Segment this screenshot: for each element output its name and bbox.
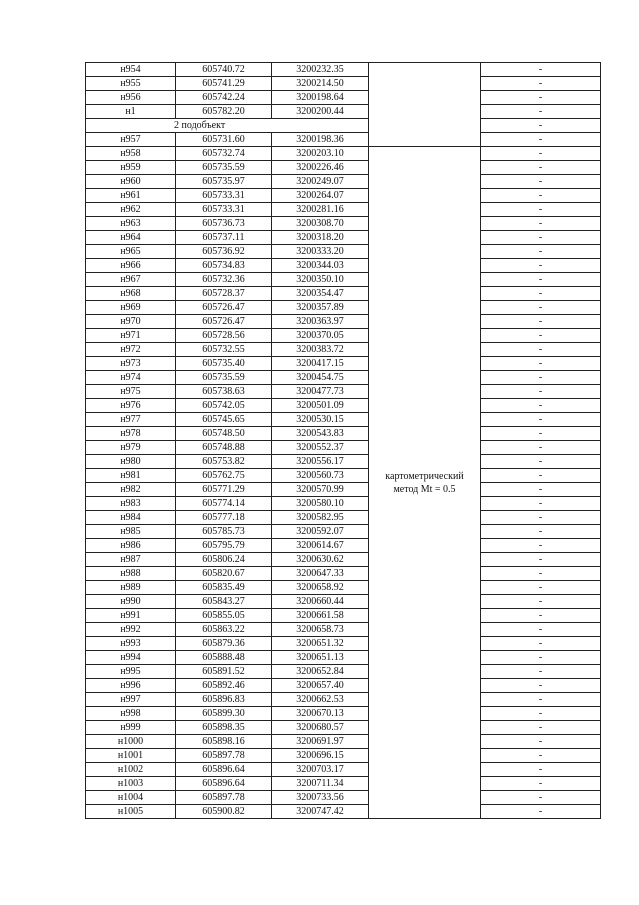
y-coordinate: 3200630.62 [272,553,369,567]
accuracy-dash: - [481,315,601,329]
x-coordinate: 605732.36 [176,273,272,287]
accuracy-dash: - [481,497,601,511]
x-coordinate: 605735.40 [176,357,272,371]
point-id: н965 [86,245,176,259]
table-row [86,427,601,441]
accuracy-dash: - [481,203,601,217]
y-coordinate: 3200696.15 [272,749,369,763]
accuracy-dash: - [481,399,601,413]
x-coordinate: 605735.59 [176,371,272,385]
accuracy-dash: - [481,161,601,175]
y-coordinate: 3200363.97 [272,315,369,329]
point-id: н988 [86,567,176,581]
x-coordinate: 605782.20 [176,105,272,119]
point-id: н992 [86,623,176,637]
table-row [86,623,601,637]
accuracy-dash: - [481,525,601,539]
x-coordinate: 605785.73 [176,525,272,539]
point-id: н987 [86,553,176,567]
accuracy-dash: - [481,77,601,91]
point-id: н990 [86,595,176,609]
x-coordinate: 605899.30 [176,707,272,721]
point-id: н1000 [86,735,176,749]
x-coordinate: 605735.97 [176,175,272,189]
y-coordinate: 3200354.47 [272,287,369,301]
accuracy-dash: - [481,343,601,357]
point-id: н1 [86,105,176,119]
point-id: н999 [86,721,176,735]
accuracy-dash: - [481,735,601,749]
table-row [86,329,601,343]
point-id: н959 [86,161,176,175]
accuracy-dash: - [481,637,601,651]
table-row [86,483,601,497]
x-coordinate: 605753.82 [176,455,272,469]
x-coordinate: 605736.92 [176,245,272,259]
y-coordinate: 3200592.07 [272,525,369,539]
subobject-label: 2 подобъект [86,119,369,133]
y-coordinate: 3200198.36 [272,133,369,147]
table-row [86,749,601,763]
accuracy-dash: - [481,231,601,245]
y-coordinate: 3200226.46 [272,161,369,175]
y-coordinate: 3200660.44 [272,595,369,609]
accuracy-dash: - [481,693,601,707]
table-row [86,511,601,525]
x-coordinate: 605777.18 [176,511,272,525]
table-row [86,707,601,721]
table-row [86,217,601,231]
x-coordinate: 605735.59 [176,161,272,175]
table-row [86,259,601,273]
method-empty-cell [369,63,481,147]
point-id: н977 [86,413,176,427]
table-row [86,133,601,147]
accuracy-dash: - [481,91,601,105]
table-row [86,721,601,735]
y-coordinate: 3200198.64 [272,91,369,105]
x-coordinate: 605879.36 [176,637,272,651]
y-coordinate: 3200651.13 [272,651,369,665]
point-id: н994 [86,651,176,665]
y-coordinate: 3200662.53 [272,693,369,707]
accuracy-dash: - [481,609,601,623]
accuracy-dash: - [481,455,601,469]
accuracy-dash: - [481,427,601,441]
table-row [86,245,601,259]
x-coordinate: 605738.63 [176,385,272,399]
coordinate-table [85,62,601,819]
y-coordinate: 3200543.83 [272,427,369,441]
x-coordinate: 605726.47 [176,301,272,315]
point-id: н1004 [86,791,176,805]
y-coordinate: 3200580.10 [272,497,369,511]
point-id: н979 [86,441,176,455]
x-coordinate: 605748.50 [176,427,272,441]
point-id: н980 [86,455,176,469]
accuracy-dash: - [481,105,601,119]
table-row [86,525,601,539]
x-coordinate: 605732.55 [176,343,272,357]
point-id: н970 [86,315,176,329]
x-coordinate: 605888.48 [176,651,272,665]
table-row [86,637,601,651]
point-id: н984 [86,511,176,525]
point-id: н985 [86,525,176,539]
point-id: н954 [86,63,176,77]
x-coordinate: 605726.47 [176,315,272,329]
x-coordinate: 605835.49 [176,581,272,595]
point-id: н1001 [86,749,176,763]
accuracy-dash: - [481,63,601,77]
point-id: н973 [86,357,176,371]
x-coordinate: 605740.72 [176,63,272,77]
y-coordinate: 3200647.33 [272,567,369,581]
y-coordinate: 3200477.73 [272,385,369,399]
y-coordinate: 3200417.15 [272,357,369,371]
accuracy-dash: - [481,483,601,497]
table-row [86,147,601,161]
accuracy-dash: - [481,245,601,259]
x-coordinate: 605742.24 [176,91,272,105]
point-id: н991 [86,609,176,623]
y-coordinate: 3200661.58 [272,609,369,623]
x-coordinate: 605843.27 [176,595,272,609]
table-row [86,735,601,749]
x-coordinate: 605897.78 [176,749,272,763]
point-id: н966 [86,259,176,273]
accuracy-dash: - [481,119,601,133]
accuracy-dash: - [481,385,601,399]
accuracy-dash: - [481,413,601,427]
y-coordinate: 3200232.35 [272,63,369,77]
x-coordinate: 605742.05 [176,399,272,413]
x-coordinate: 605806.24 [176,553,272,567]
x-coordinate: 605897.78 [176,791,272,805]
y-coordinate: 3200657.40 [272,679,369,693]
point-id: н998 [86,707,176,721]
y-coordinate: 3200333.20 [272,245,369,259]
point-id: н1002 [86,763,176,777]
x-coordinate: 605737.11 [176,231,272,245]
point-id: н996 [86,679,176,693]
table-row [86,497,601,511]
point-id: н971 [86,329,176,343]
x-coordinate: 605731.60 [176,133,272,147]
x-coordinate: 605762.75 [176,469,272,483]
table-row [86,399,601,413]
y-coordinate: 3200651.32 [272,637,369,651]
x-coordinate: 605741.29 [176,77,272,91]
y-coordinate: 3200582.95 [272,511,369,525]
x-coordinate: 605745.65 [176,413,272,427]
table-row [86,189,601,203]
y-coordinate: 3200357.89 [272,301,369,315]
y-coordinate: 3200350.10 [272,273,369,287]
accuracy-dash: - [481,287,601,301]
method-cell [369,147,481,819]
x-coordinate: 605795.79 [176,539,272,553]
y-coordinate: 3200344.03 [272,259,369,273]
x-coordinate: 605896.83 [176,693,272,707]
y-coordinate: 3200658.73 [272,623,369,637]
y-coordinate: 3200200.44 [272,105,369,119]
point-id: н963 [86,217,176,231]
coordinate-table-sheet [85,62,600,819]
accuracy-dash: - [481,469,601,483]
y-coordinate: 3200214.50 [272,77,369,91]
point-id: н961 [86,189,176,203]
accuracy-dash: - [481,679,601,693]
table-row [86,385,601,399]
accuracy-dash: - [481,511,601,525]
table-row [86,175,601,189]
point-id: н976 [86,399,176,413]
x-coordinate: 605896.64 [176,777,272,791]
point-id: н983 [86,497,176,511]
point-id: н981 [86,469,176,483]
table-row [86,63,601,77]
accuracy-dash: - [481,329,601,343]
accuracy-dash: - [481,189,601,203]
accuracy-dash: - [481,763,601,777]
x-coordinate: 605774.14 [176,497,272,511]
point-id: н993 [86,637,176,651]
accuracy-dash: - [481,595,601,609]
accuracy-dash: - [481,707,601,721]
y-coordinate: 3200658.92 [272,581,369,595]
point-id: н967 [86,273,176,287]
point-id: н955 [86,77,176,91]
point-id: н974 [86,371,176,385]
table-row [86,273,601,287]
x-coordinate: 605728.37 [176,287,272,301]
y-coordinate: 3200670.13 [272,707,369,721]
y-coordinate: 3200370.05 [272,329,369,343]
y-coordinate: 3200570.99 [272,483,369,497]
point-id: н997 [86,693,176,707]
table-row [86,287,601,301]
accuracy-dash: - [481,441,601,455]
table-row [86,609,601,623]
point-id: н968 [86,287,176,301]
y-coordinate: 3200281.16 [272,203,369,217]
table-row [86,651,601,665]
table-row [86,581,601,595]
point-id: н962 [86,203,176,217]
point-id: н960 [86,175,176,189]
accuracy-dash: - [481,721,601,735]
y-coordinate: 3200454.75 [272,371,369,385]
accuracy-dash: - [481,791,601,805]
table-row [86,105,601,119]
x-coordinate: 605732.74 [176,147,272,161]
point-id: н958 [86,147,176,161]
table-row [86,791,601,805]
y-coordinate: 3200318.20 [272,231,369,245]
table-row [86,161,601,175]
y-coordinate: 3200711.34 [272,777,369,791]
point-id: н995 [86,665,176,679]
x-coordinate: 605728.56 [176,329,272,343]
point-id: н972 [86,343,176,357]
accuracy-dash: - [481,273,601,287]
accuracy-dash: - [481,567,601,581]
point-id: н982 [86,483,176,497]
table-row [86,371,601,385]
table-row [86,343,601,357]
table-row [86,441,601,455]
accuracy-dash: - [481,749,601,763]
table-row [86,203,601,217]
x-coordinate: 605898.35 [176,721,272,735]
x-coordinate: 605733.31 [176,189,272,203]
x-coordinate: 605892.46 [176,679,272,693]
x-coordinate: 605748.88 [176,441,272,455]
table-row [86,539,601,553]
y-coordinate: 3200501.09 [272,399,369,413]
table-row [86,469,601,483]
y-coordinate: 3200203.10 [272,147,369,161]
y-coordinate: 3200264.07 [272,189,369,203]
accuracy-dash: - [481,259,601,273]
accuracy-dash: - [481,581,601,595]
y-coordinate: 3200680.57 [272,721,369,735]
point-id: н986 [86,539,176,553]
accuracy-dash: - [481,217,601,231]
x-coordinate: 605734.83 [176,259,272,273]
y-coordinate: 3200733.56 [272,791,369,805]
y-coordinate: 3200530.15 [272,413,369,427]
point-id: н978 [86,427,176,441]
method-name: картометрический [385,470,464,482]
x-coordinate: 605820.67 [176,567,272,581]
table-row [86,91,601,105]
y-coordinate: 3200249.07 [272,175,369,189]
table-row [86,679,601,693]
accuracy-dash: - [481,651,601,665]
point-id: н975 [86,385,176,399]
y-coordinate: 3200556.17 [272,455,369,469]
accuracy-dash: - [481,301,601,315]
x-coordinate: 605898.16 [176,735,272,749]
table-row [86,595,601,609]
table-row [86,693,601,707]
accuracy-dash: - [481,175,601,189]
table-row [86,77,601,91]
table-row [86,805,601,819]
x-coordinate: 605736.73 [176,217,272,231]
table-row [86,665,601,679]
x-coordinate: 605771.29 [176,483,272,497]
table-row [86,301,601,315]
x-coordinate: 605863.22 [176,623,272,637]
table-row [86,763,601,777]
table-row [86,357,601,371]
x-coordinate: 605900.82 [176,805,272,819]
x-coordinate: 605855.05 [176,609,272,623]
accuracy-dash: - [481,623,601,637]
accuracy-dash: - [481,553,601,567]
x-coordinate: 605896.64 [176,763,272,777]
accuracy-dash: - [481,147,601,161]
y-coordinate: 3200308.70 [272,217,369,231]
table-row [86,777,601,791]
point-id: н964 [86,231,176,245]
y-coordinate: 3200652.84 [272,665,369,679]
x-coordinate: 605891.52 [176,665,272,679]
table-row [86,567,601,581]
accuracy-dash: - [481,371,601,385]
y-coordinate: 3200747.42 [272,805,369,819]
subobject-row [86,119,601,133]
point-id: н1005 [86,805,176,819]
x-coordinate: 605733.31 [176,203,272,217]
table-row [86,413,601,427]
accuracy-dash: - [481,665,601,679]
point-id: н969 [86,301,176,315]
method-accuracy: метод Mt = 0.5 [393,483,456,495]
y-coordinate: 3200614.67 [272,539,369,553]
table-row [86,455,601,469]
y-coordinate: 3200560.73 [272,469,369,483]
point-id: н989 [86,581,176,595]
accuracy-dash: - [481,539,601,553]
y-coordinate: 3200703.17 [272,763,369,777]
accuracy-dash: - [481,805,601,819]
point-id: н1003 [86,777,176,791]
table-row [86,231,601,245]
point-id: н957 [86,133,176,147]
point-id: н956 [86,91,176,105]
table-row [86,315,601,329]
accuracy-dash: - [481,133,601,147]
table-row [86,553,601,567]
accuracy-dash: - [481,357,601,371]
accuracy-dash: - [481,777,601,791]
y-coordinate: 3200552.37 [272,441,369,455]
y-coordinate: 3200691.97 [272,735,369,749]
y-coordinate: 3200383.72 [272,343,369,357]
